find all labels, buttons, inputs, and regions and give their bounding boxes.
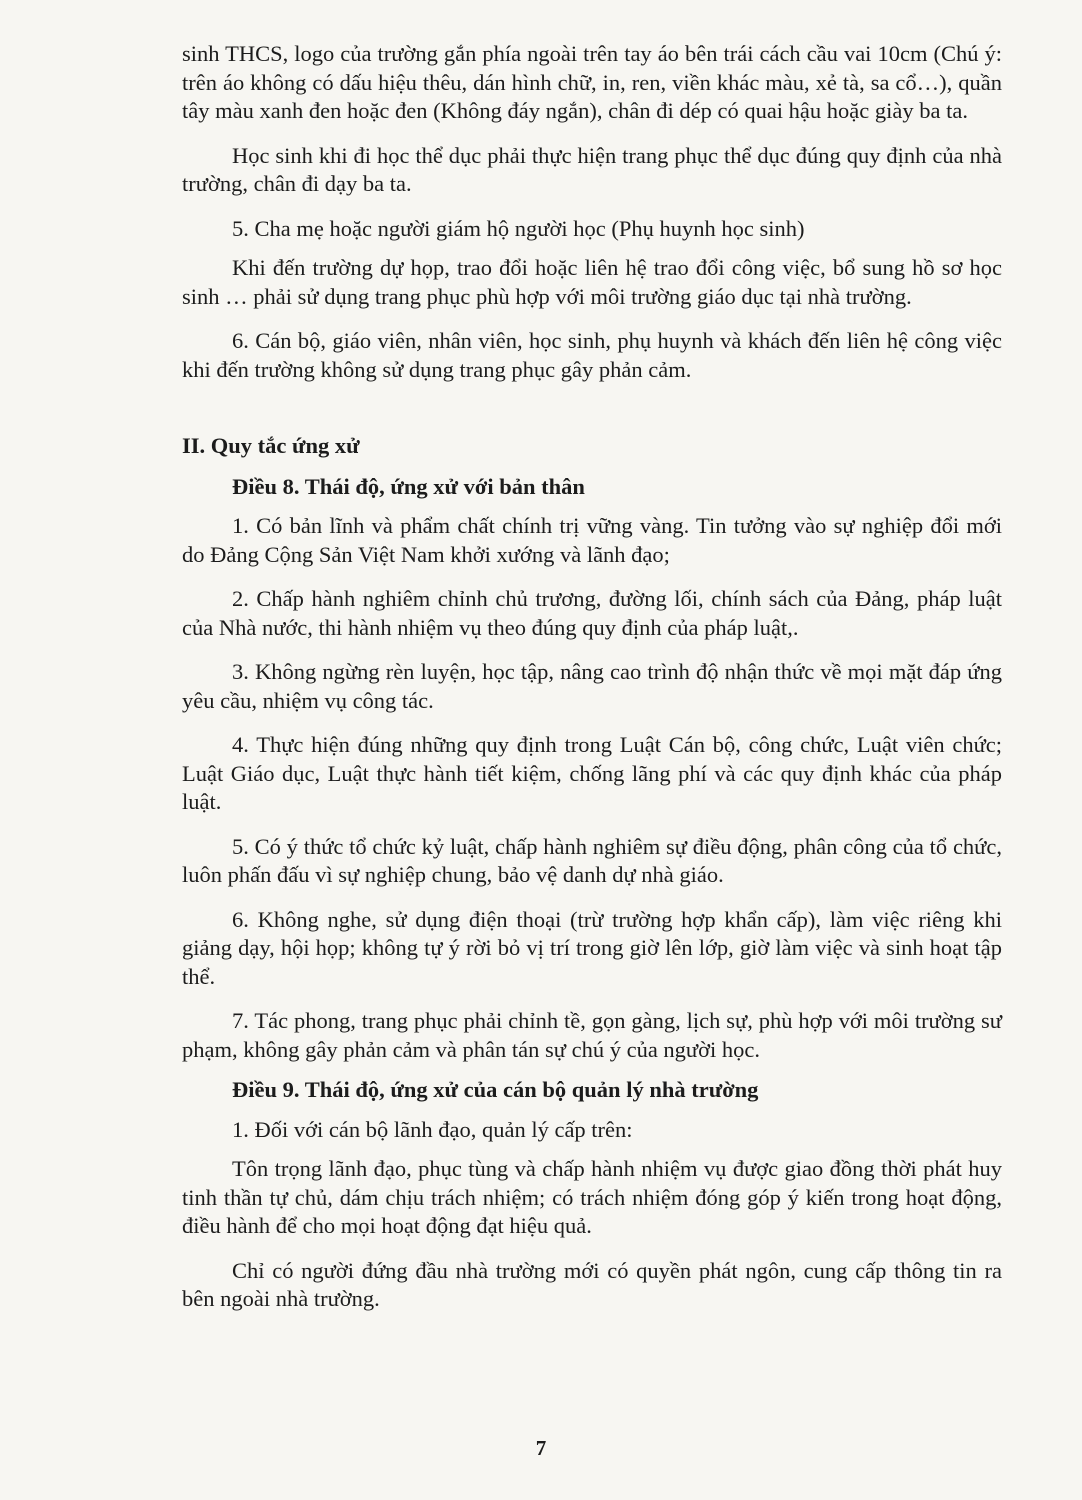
- article-8-item-6: 6. Không nghe, sử dụng điện thoại (trừ trường hợp khẩn cấp), làm việc riêng khi giảng dạy, hội họp; không tự ý rời bỏ vị trí trong giờ lên lớp, giờ làm việc và sinh hoạt tập thể.: [182, 906, 1002, 989]
- article-9-item-1-text: Tôn trọng lãnh đạo, phục tùng và chấp hành nhiệm vụ được giao đồng thời phát huy tinh thần tự chủ, dám chịu trách nhiệm; có trách nhiệm đóng góp ý kiến trong hoạt động, điều hành để cho mọi hoạt động đạt hiệu quả.: [182, 1156, 1002, 1238]
- article-9-item-1-text-2: Chỉ có người đứng đầu nhà trường mới có quyền phát ngôn, cung cấp thông tin ra bên ngoài nhà trường.: [182, 1257, 1002, 1311]
- section-heading-code-of-conduct: II. Quy tắc ứng xử: [182, 433, 360, 458]
- article-9-heading: Điều 9. Thái độ, ứng xử của cán bộ quản lý nhà trường: [232, 1077, 759, 1102]
- paragraph-parents-heading: 5. Cha mẹ hoặc người giám hộ người học (Phụ huynh học sinh): [232, 215, 805, 241]
- paragraph-parents-attire: Khi đến trường dự họp, trao đổi hoặc liên hệ trao đổi công việc, bổ sung hồ sơ học sinh … phải sử dụng trang phục phù hợp với môi trường giáo dục tại nhà trường.: [182, 255, 1002, 309]
- article-8-item-7: 7. Tác phong, trang phục phải chỉnh tề, gọn gàng, lịch sự, phù hợp với môi trường sư phạm, không gây phản cảm và phân tán sự chú ý của người học.: [182, 1008, 1002, 1062]
- article-8-heading: Điều 8. Thái độ, ứng xử với bản thân: [232, 473, 585, 499]
- article-8-item-3: 3. Không ngừng rèn luyện, học tập, nâng cao trình độ nhận thức về mọi mặt đáp ứng yêu cầu, nhiệm vụ công tác.: [182, 659, 1002, 713]
- page-number: 7: [535, 1436, 547, 1460]
- paragraph-uniform-continued: sinh THCS, logo của trường gắn phía ngoài trên tay áo bên trái cách cầu vai 10cm (Chú ý: trên áo không có dấu hiệu thêu, dán hình chữ, in, ren, viền khác màu, xẻ tà, sa cổ…), quần tây màu xanh đen hoặc đen (Không đáy ngắn), chân đi dép có quai hậu hoặc giày ba ta.: [182, 41, 1002, 123]
- paragraph-pe-uniform: Học sinh khi đi học thể dục phải thực hiện trang phục thể dục đúng quy định của nhà trường, chân đi dạy ba ta.: [182, 142, 1002, 196]
- document-body: [182, 40, 1002, 1314]
- paragraph-no-offensive-attire: 6. Cán bộ, giáo viên, nhân viên, học sinh, phụ huynh và khách đến liên hệ công việc khi đến trường không sử dụng trang phục gây phản cảm.: [182, 328, 1002, 382]
- article-8-item-4: 4. Thực hiện đúng những quy định trong Luật Cán bộ, công chức, Luật viên chức; Luật Giáo dục, Luật thực hành tiết kiệm, chống lãng phí và các quy định khác của pháp luật.: [182, 732, 1002, 814]
- article-8-item-5: 5. Có ý thức tổ chức kỷ luật, chấp hành nghiêm sự điều động, phân công của tổ chức, luôn phấn đấu vì sự nghiệp chung, bảo vệ danh dự nhà giáo.: [182, 833, 1002, 887]
- article-9-item-1: 1. Đối với cán bộ lãnh đạo, quản lý cấp trên:: [232, 1116, 633, 1142]
- article-8-item-2: 2. Chấp hành nghiêm chỉnh chủ trương, đường lối, chính sách của Đảng, pháp luật của Nhà nước, thi hành nhiệm vụ theo đúng quy định của pháp luật,.: [182, 586, 1002, 640]
- article-8-item-1: 1. Có bản lĩnh và phẩm chất chính trị vững vàng. Tin tưởng vào sự nghiệp đổi mới do Đảng Cộng Sản Việt Nam khởi xướng và lãnh đạo;: [182, 513, 1002, 567]
